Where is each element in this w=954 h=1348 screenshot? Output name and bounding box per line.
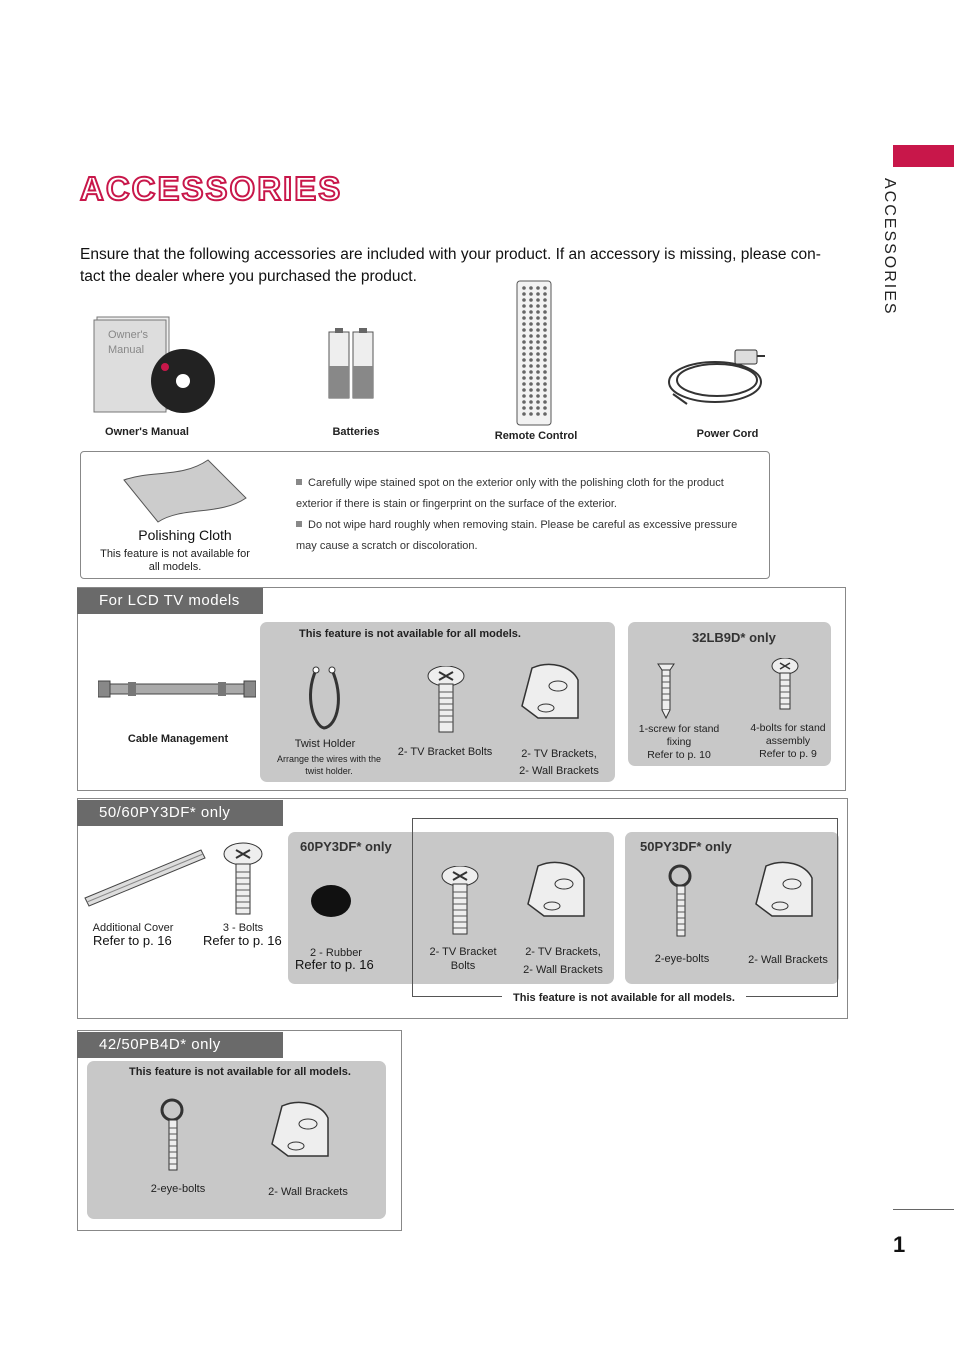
optional-items-outline <box>412 818 838 997</box>
additional-cover-label: Additional Cover <box>92 922 174 934</box>
remote-button-dot <box>536 334 540 338</box>
bolt-icon <box>426 666 466 736</box>
intro-text: Ensure that the following accessories are included with your product. If an accessory is missing, please con- tact the dealer where you purchased the product. <box>80 246 821 285</box>
remote-button-dot <box>522 316 526 320</box>
cloth-note: This feature is not available for all models. <box>100 548 250 573</box>
remote-button-dot <box>522 394 526 398</box>
rubber-label: 2 - Rubber <box>310 947 362 959</box>
stand-bolts-label-2: assembly <box>765 735 811 747</box>
remote-button-dot <box>536 310 540 314</box>
remote-button-dot <box>529 310 533 314</box>
remote-button-dot <box>529 346 533 350</box>
remote-button-dot <box>536 316 540 320</box>
remote-button-dot <box>522 406 526 410</box>
remote-button-dot <box>543 376 547 380</box>
remote-button-dot <box>529 352 533 356</box>
remote-button-dot <box>522 292 526 296</box>
tv-bracket-bolts-label: 2- TV Bracket Bolts <box>397 746 493 758</box>
remote-button-dot <box>536 292 540 296</box>
stand-bolts-label-1: 4-bolts for stand <box>750 722 826 734</box>
pb4d-header: 42/50PB4D* only <box>77 1032 283 1058</box>
three-bolts-illustration <box>222 842 264 923</box>
remote-button-dot <box>522 310 526 314</box>
tv-bracket-bolt-illustration <box>426 666 466 741</box>
three-bolts-label: 3 - Bolts <box>222 922 264 934</box>
remote-button-dot <box>543 316 547 320</box>
50py3df-header: 50PY3DF* only <box>640 839 732 854</box>
three-bolts-ref: Refer to p. 16 <box>203 933 282 948</box>
remote-button-dot <box>543 412 547 416</box>
brackets-60-label-2: 2- Wall Brackets <box>523 964 603 976</box>
remote-button-dot <box>522 334 526 338</box>
page-number: 1 <box>893 1232 906 1257</box>
remote-button-dot <box>543 310 547 314</box>
remote-button-dot <box>536 304 540 308</box>
cloth-bullet-1: Carefully wipe stained spot on the exterior only with the polishing cloth for the product exterior if there is stain or fingerprint on the surface of the exterior. <box>296 477 724 510</box>
remote-button-dot <box>529 286 533 290</box>
stand-bolts-ref: Refer to p. 9 <box>759 748 817 760</box>
remote-button-dot <box>522 286 526 290</box>
remote-button-dot <box>529 388 533 392</box>
remote-button-dot <box>536 328 540 332</box>
remote-button-dot <box>536 352 540 356</box>
power-cord-icon <box>665 346 775 408</box>
page-title: ACCESSORIES <box>80 170 343 207</box>
brackets-60-label-1: 2- TV Brackets, <box>525 946 601 958</box>
stand-screw-illustration <box>654 660 678 725</box>
twist-holder-illustration <box>304 666 344 737</box>
remote-button-dot <box>536 358 540 362</box>
remote-button-dot <box>529 334 533 338</box>
remote-button-dot <box>536 364 540 368</box>
remote-button-dot <box>529 400 533 404</box>
remote-button-dot <box>529 322 533 326</box>
eye-bolt-icon <box>158 1098 188 1174</box>
remote-button-dot <box>522 364 526 368</box>
remote-button-dot <box>536 370 540 374</box>
remote-button-dot <box>522 412 526 416</box>
cloth-illustration <box>122 458 250 529</box>
remote-button-dot <box>529 298 533 302</box>
cloth-bullet-2: Do not wipe hard roughly when removing stain. Please be careful as excessive pressure may cause a scratch or discoloration. <box>296 519 738 552</box>
cloth-icon <box>122 458 250 524</box>
remote-button-dot <box>543 406 547 410</box>
cable-management-illustration <box>98 676 256 709</box>
remote-button-dot <box>529 292 533 296</box>
remote-button-dot <box>543 346 547 350</box>
remote-button-dot <box>536 388 540 392</box>
rubber-pad-icon <box>310 884 352 918</box>
remote-button-dot <box>536 322 540 326</box>
remote-button-dot <box>536 406 540 410</box>
remote-button-dot <box>529 406 533 410</box>
remote-button-dot <box>529 376 533 380</box>
pb4d-note: This feature is not available for all models. <box>129 1066 351 1078</box>
batteries-illustration <box>327 328 377 405</box>
cable-management-label: Cable Management <box>127 733 229 745</box>
remote-button-dot <box>522 346 526 350</box>
remote-button-dot <box>543 352 547 356</box>
py3df-header: 50/60PY3DF* only <box>77 800 283 826</box>
pb4d-wall-brackets-label: 2- Wall Brackets <box>268 1186 348 1198</box>
remote-button-dot <box>529 382 533 386</box>
pb4d-eye-bolts-label: 2-eye-bolts <box>150 1183 206 1195</box>
remote-button-dot <box>522 388 526 392</box>
remote-button-dot <box>536 400 540 404</box>
remote-label: Remote Control <box>494 430 578 442</box>
remote-button-dot <box>543 388 547 392</box>
tv-brackets-label-2: 2- Wall Brackets <box>519 765 599 777</box>
additional-cover-ref: Refer to p. 16 <box>93 933 172 948</box>
batteries-label: Batteries <box>332 426 380 438</box>
bolt-icon <box>770 658 800 712</box>
stand-screw-ref: Refer to p. 10 <box>647 749 711 761</box>
outline-bottom-left <box>412 996 502 997</box>
twist-holder-icon <box>304 666 344 732</box>
stand-bolt-illustration <box>770 658 800 717</box>
remote-button-dot <box>522 358 526 362</box>
bolt-icon <box>222 842 264 918</box>
remote-button-dot <box>543 394 547 398</box>
remote-button-dot <box>536 298 540 302</box>
remote-button-dot <box>543 328 547 332</box>
60py3df-header: 60PY3DF* only <box>300 839 392 854</box>
cable-management-icon <box>98 676 256 704</box>
wall-brackets-50-label: 2- Wall Brackets <box>748 954 828 966</box>
page-number-rule <box>893 1209 954 1210</box>
remote-button-dot <box>529 358 533 362</box>
rubber-ref: Refer to p. 16 <box>295 957 374 972</box>
remote-button-dot <box>543 286 547 290</box>
twist-holder-title: Twist Holder <box>294 738 356 750</box>
remote-button-dot <box>529 370 533 374</box>
lcd-note: This feature is not available for all models. <box>299 628 521 640</box>
remote-button-dot <box>543 322 547 326</box>
section-side-label: ACCESSORIES <box>881 178 898 316</box>
stand-screw-label-1: 1-screw for stand <box>638 723 720 735</box>
cloth-title: Polishing Cloth <box>138 527 232 543</box>
remote-button-dot <box>543 298 547 302</box>
remote-button-dot <box>529 328 533 332</box>
remote-button-dot <box>543 400 547 404</box>
remote-button-dot <box>543 292 547 296</box>
cover-bar-icon <box>83 846 207 908</box>
remote-button-dot <box>536 382 540 386</box>
remote-button-dot <box>543 304 547 308</box>
additional-cover-illustration <box>83 846 207 913</box>
power-cord-illustration <box>665 346 775 413</box>
remote-button-dot <box>522 370 526 374</box>
screw-icon <box>654 660 678 720</box>
remote-button-dot <box>529 316 533 320</box>
remote-button-dot <box>543 382 547 386</box>
remote-button-dot <box>522 352 526 356</box>
remote-illustration <box>516 280 552 431</box>
remote-button-dot <box>543 364 547 368</box>
remote-button-dot <box>529 394 533 398</box>
lcd-header: For LCD TV models <box>77 588 263 614</box>
bracket-bolts-60-label-2: Bolts <box>450 960 476 972</box>
manual-cover-text: Owner's Manual <box>108 329 148 356</box>
remote-button-dot <box>543 334 547 338</box>
power-cord-label: Power Cord <box>696 428 759 440</box>
rubber-illustration <box>310 884 352 923</box>
eye-bolts-50-label: 2-eye-bolts <box>654 953 710 965</box>
tv-brackets-label-1: 2- TV Brackets, <box>521 748 597 760</box>
remote-button-dot <box>536 340 540 344</box>
twist-holder-sub: Arrange the wires with the twist holder. <box>276 754 382 776</box>
remote-button-dot <box>529 412 533 416</box>
remote-button-dot <box>543 340 547 344</box>
remote-button-dot <box>536 286 540 290</box>
remote-button-dot <box>522 382 526 386</box>
outline-bottom-right <box>746 996 837 997</box>
remote-button-dot <box>529 340 533 344</box>
section-tab-marker <box>893 145 954 167</box>
pb4d-eye-bolt-illustration <box>158 1098 188 1179</box>
remote-button-dot <box>522 340 526 344</box>
owners-manual-label: Owner's Manual <box>105 426 189 438</box>
py3df-note: This feature is not available for all models. <box>513 992 735 1004</box>
remote-button-dot <box>536 412 540 416</box>
tv-bracket-illustration <box>518 662 584 729</box>
battery-icon <box>327 328 377 400</box>
bracket-bolts-60-label-1: 2- TV Bracket <box>429 946 497 958</box>
bracket-icon <box>268 1100 334 1162</box>
remote-button-dot <box>536 376 540 380</box>
stand-screw-label-2: fixing <box>666 736 692 748</box>
remote-button-dot <box>543 358 547 362</box>
remote-button-dot <box>536 394 540 398</box>
bracket-icon <box>518 662 584 724</box>
remote-button-dot <box>529 304 533 308</box>
remote-button-dot <box>543 370 547 374</box>
remote-button-dot <box>529 364 533 368</box>
remote-button-dot <box>522 328 526 332</box>
remote-button-dot <box>522 400 526 404</box>
remote-button-dot <box>522 322 526 326</box>
32lb9d-header: 32LB9D* only <box>692 630 776 645</box>
remote-button-dot <box>522 376 526 380</box>
remote-button-dot <box>522 304 526 308</box>
remote-button-dot <box>522 298 526 302</box>
remote-button-dot <box>536 346 540 350</box>
pb4d-wall-bracket-illustration <box>268 1100 334 1167</box>
remote-icon <box>516 280 552 426</box>
